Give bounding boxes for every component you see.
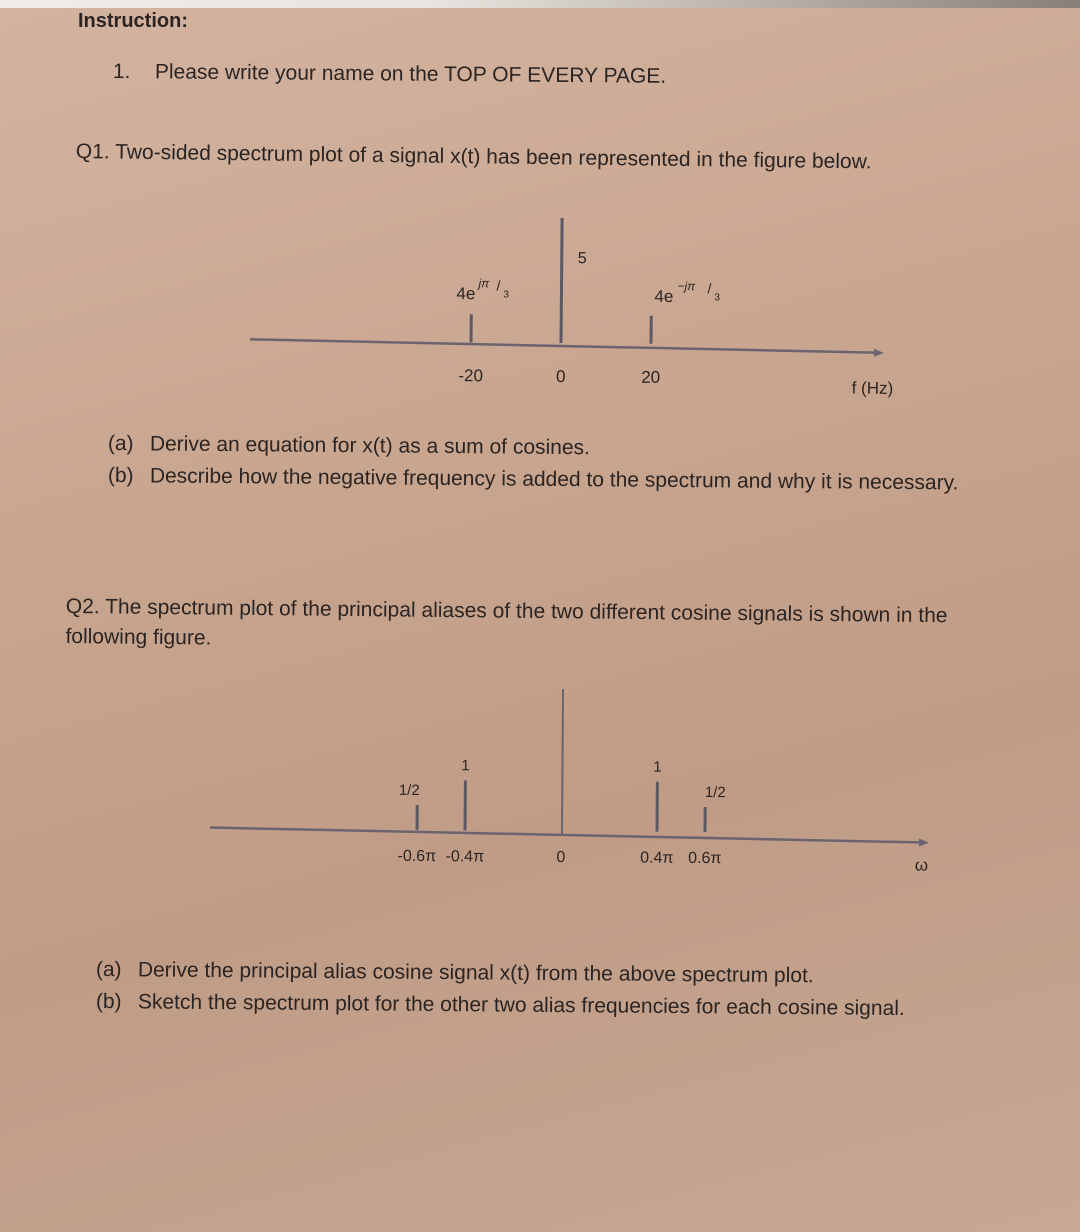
q2-part-a-text: Derive the principal alias cosine signal x(t) from the above spectrum plot. <box>137 958 814 988</box>
svg-text:/: / <box>496 277 501 294</box>
q2-value-label-4: 1/2 <box>704 784 726 802</box>
q1-label-pos-phasor <box>654 279 720 307</box>
q1-axis-arrowhead <box>874 349 884 357</box>
q1-part-a-label: (a) <box>107 432 134 456</box>
instruction-heading: Instruction: <box>78 10 188 32</box>
svg-text:4e: 4e <box>654 286 674 306</box>
q2-part-a-label: (a) <box>95 958 122 982</box>
q1-frequency-axis <box>250 339 880 352</box>
q1-tick-label-2: 20 <box>641 367 661 387</box>
q1-axis-label: f (Hz) <box>851 378 894 398</box>
q2-value-label-0: 1/2 <box>398 781 420 800</box>
q2-value-label-1: 1 <box>461 757 470 775</box>
q2-tick-label-4: 0.6π <box>688 849 722 868</box>
q1-tick-label-1: 0 <box>555 366 566 387</box>
q1-prompt: Q1. Two-sided spectrum plot of a signal x(t) has been represented in the figure below. <box>75 140 872 174</box>
svg-text:4e: 4e <box>456 284 476 304</box>
instruction-item-number: 1. <box>112 60 131 84</box>
q2-tick-label-3: 0.4π <box>640 849 674 867</box>
q1-part-a <box>108 432 590 460</box>
q1-part-b-text: Describe how the negative frequency is added to the spectrum and why it is necessary. <box>149 464 959 495</box>
svg-text:3: 3 <box>503 289 510 301</box>
q1-tick-label-0: -20 <box>458 366 484 386</box>
svg-text:−jπ: −jπ <box>677 279 696 294</box>
q2-part-b-text: Sketch the spectrum plot for the other two alias frequencies for each cosine signal. <box>137 990 905 1021</box>
svg-text:/: / <box>707 280 712 297</box>
q2-value-label-3: 1 <box>653 758 662 776</box>
instruction-item-text: Please write your name on the TOP OF EVERY PAGE. <box>154 60 667 88</box>
q2-part-b-label: (b) <box>95 990 122 1014</box>
q1-label-dc: 5 <box>577 250 587 268</box>
q2-axis-label: ω <box>914 855 929 875</box>
q2-tick-label-0: -0.6π <box>397 847 437 866</box>
q1-part-b-label: (b) <box>107 464 134 488</box>
q2-prompt: Q2. The spectrum plot of the principal aliases of the two different cosine signals is shown in the following figure. <box>65 594 948 650</box>
q2-tick-label-2: 0 <box>556 848 566 867</box>
q1-label-neg-phasor <box>456 276 509 303</box>
svg-text:3: 3 <box>714 292 721 304</box>
q1-part-a-text: Derive an equation for x(t) as a sum of cosines. <box>149 432 591 460</box>
q2-tick-label-1: -0.4π <box>445 848 485 866</box>
q1-stem-1 <box>561 218 562 343</box>
svg-text:jπ: jπ <box>478 276 490 291</box>
